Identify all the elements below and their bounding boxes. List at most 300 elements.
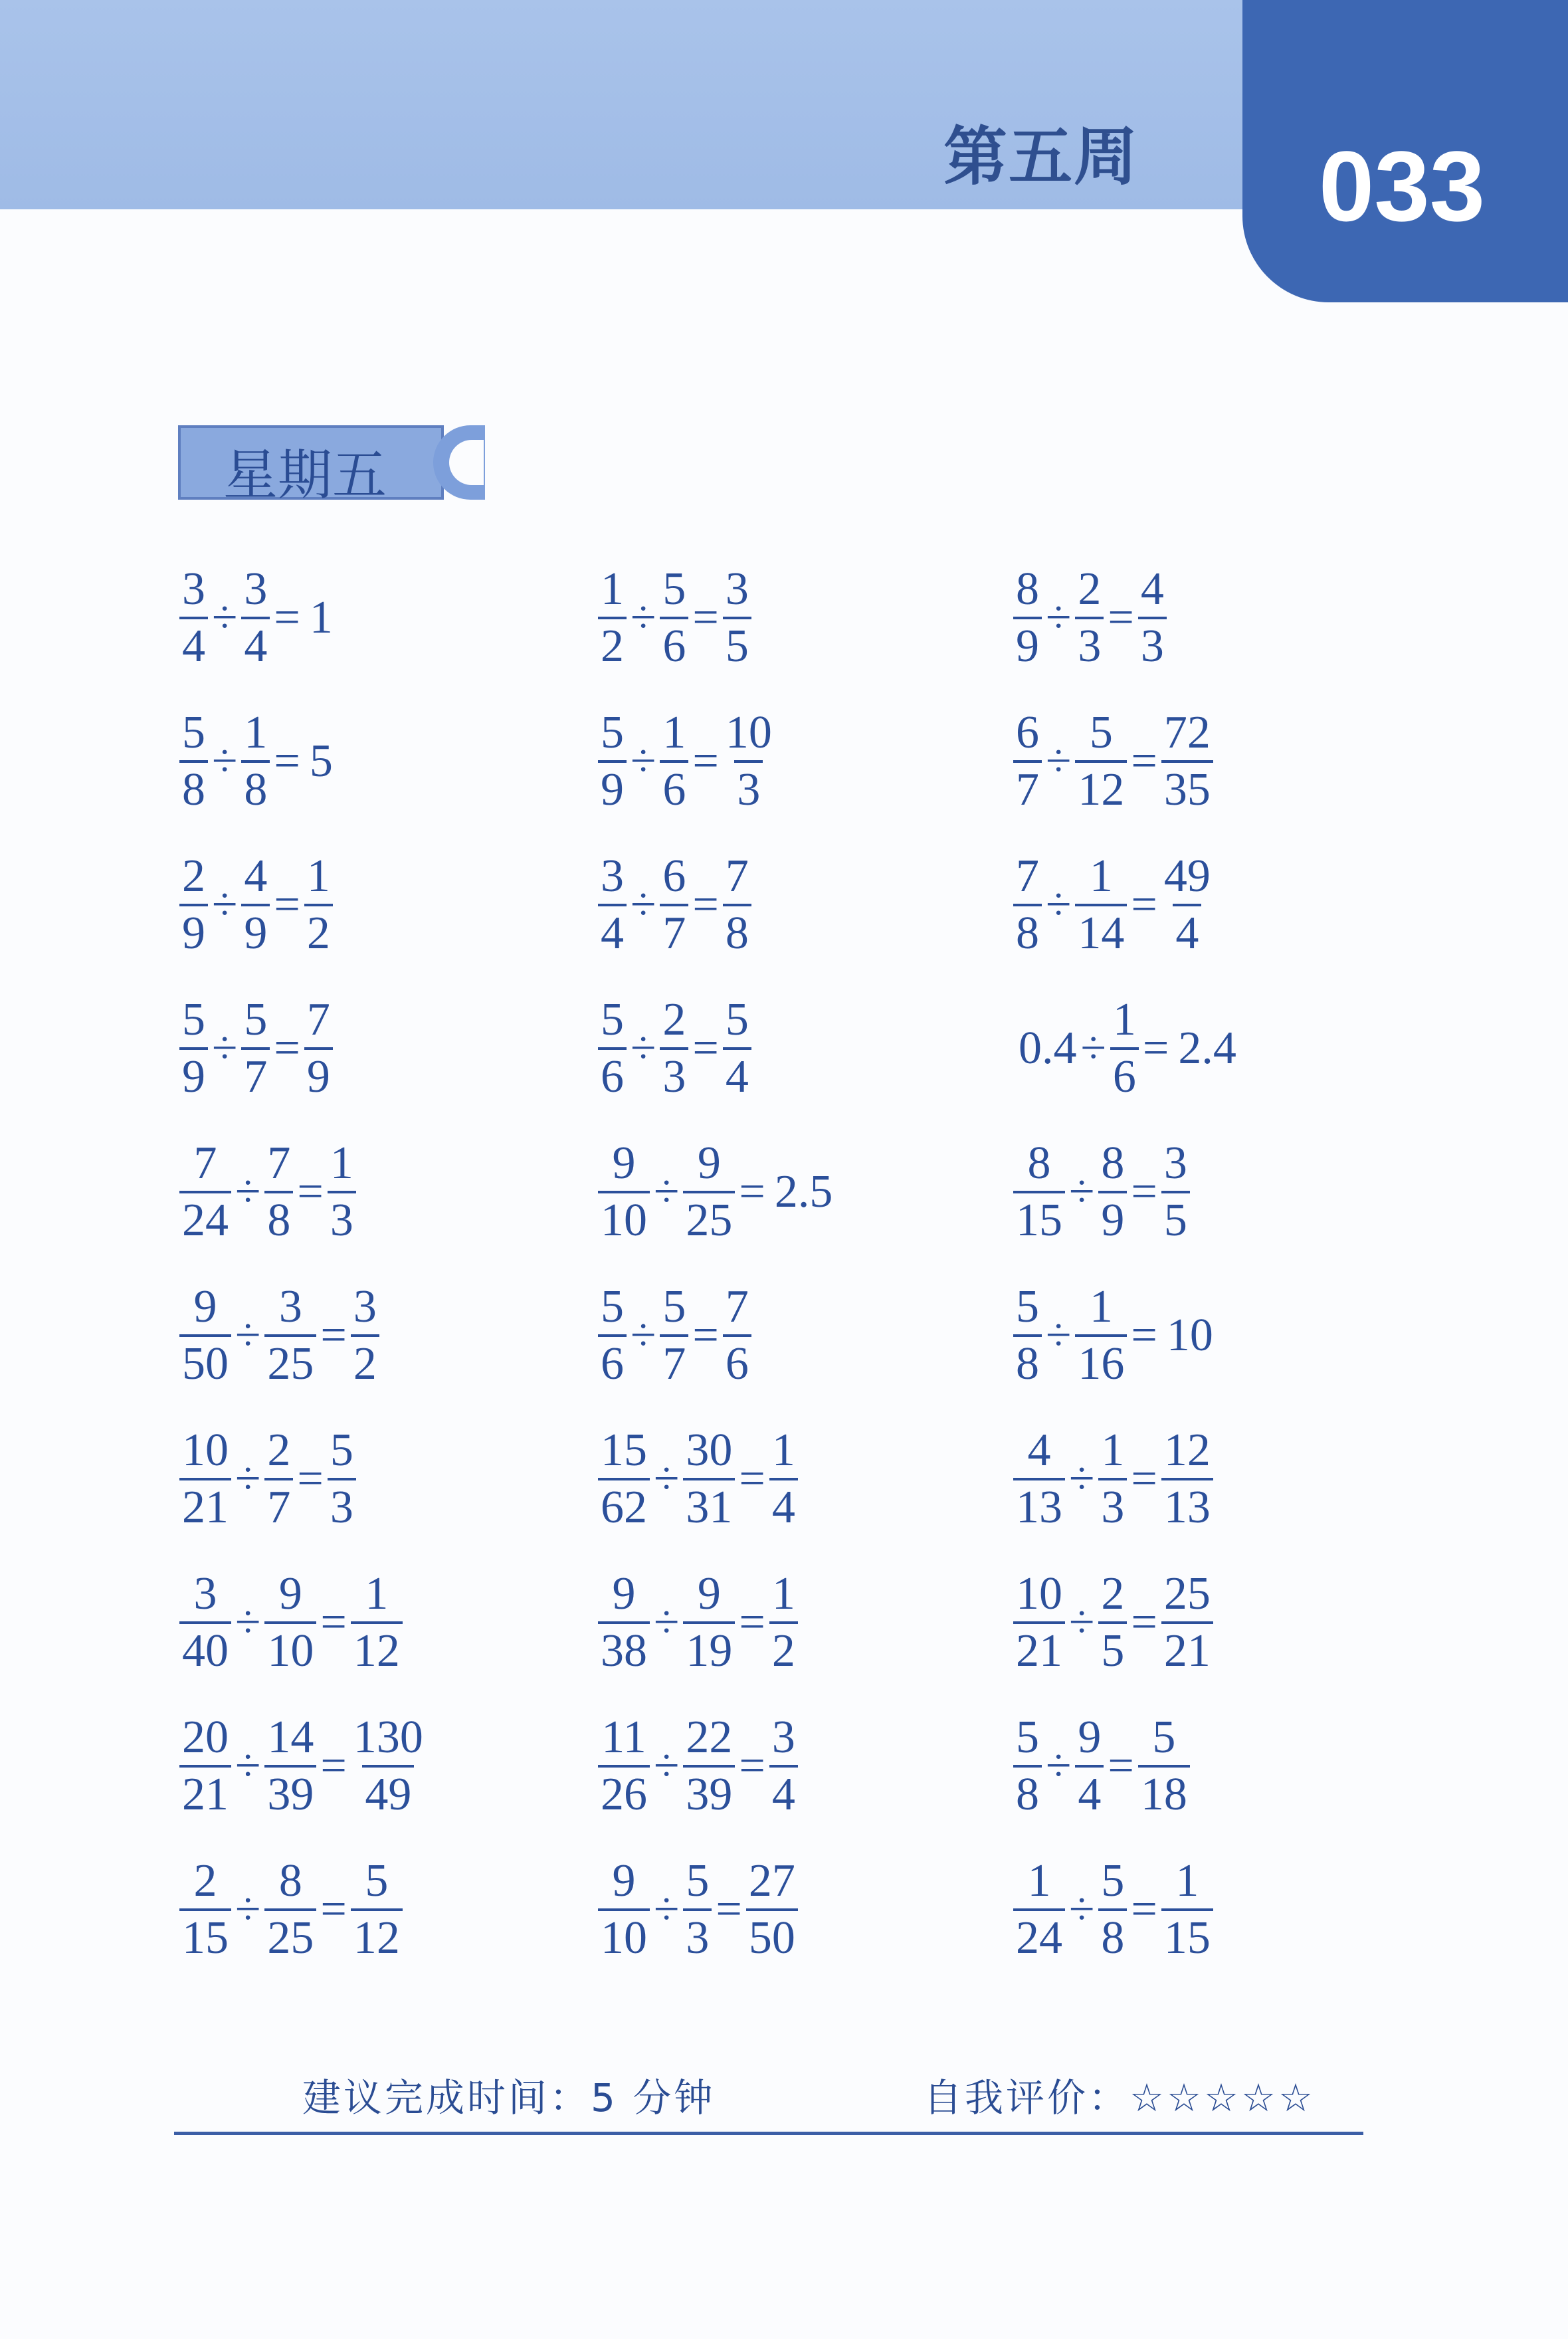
answer-numerator: 1: [306, 851, 330, 902]
answer-denominator: 2: [769, 1621, 798, 1675]
problem-row: [179, 1700, 1309, 1833]
answer-numerator: 3: [771, 1712, 795, 1763]
dividend-numerator: 11: [601, 1712, 646, 1763]
dividend-fraction: [1013, 563, 1042, 672]
divisor-numerator: 3: [278, 1281, 302, 1332]
divisor-fraction: [1098, 1140, 1127, 1244]
answer-fraction: [723, 1281, 751, 1389]
divisor-numerator: 1: [244, 707, 268, 758]
divisor-numerator: 1: [1089, 851, 1113, 902]
answer-denominator: 49: [362, 1765, 414, 1818]
answer-denominator: 12: [351, 1908, 403, 1962]
divisor-fraction: [1075, 1281, 1127, 1389]
equals-sign: =: [1131, 1453, 1157, 1504]
answer-denominator: 3: [1138, 617, 1167, 670]
problem-grid: [179, 552, 1309, 1993]
dividend-numerator: 1: [1027, 1855, 1051, 1906]
dividend-denominator: 24: [179, 1191, 231, 1244]
divisor-fraction: [683, 1140, 735, 1244]
dividend-fraction: [1013, 1281, 1042, 1389]
dividend-numerator: 5: [601, 994, 624, 1045]
dividend-denominator: 9: [179, 904, 208, 957]
answer-numerator: 3: [353, 1281, 377, 1332]
dividend-fraction: [598, 1281, 627, 1389]
dividend-denominator: 62: [598, 1478, 650, 1531]
answer-numerator: 4: [1140, 563, 1164, 615]
dividend-fraction: [179, 1855, 231, 1964]
equals-sign: =: [692, 1023, 719, 1074]
divisor-fraction: [660, 853, 688, 957]
answer-denominator: 15: [1161, 1908, 1213, 1962]
answer-numerator: 5: [365, 1855, 389, 1906]
divide-sign: ÷: [235, 1453, 261, 1504]
dividend-numerator: 20: [182, 1712, 229, 1763]
problem-row: [179, 982, 1309, 1115]
answer-fraction: [1161, 707, 1213, 815]
equals-sign: =: [320, 1740, 347, 1791]
answer-denominator: 4: [769, 1765, 798, 1818]
divisor-fraction: [264, 1140, 293, 1244]
dividend-fraction: [179, 994, 208, 1102]
answer-numerator: 130: [353, 1712, 423, 1763]
divide-sign: ÷: [631, 736, 656, 787]
dividend-denominator: 10: [598, 1191, 650, 1244]
divisor-denominator: 14: [1075, 904, 1127, 957]
problem-row: [179, 1269, 1309, 1402]
equals-sign: =: [739, 1166, 765, 1217]
divide-sign: ÷: [1046, 1740, 1072, 1791]
dividend-denominator: 8: [1013, 904, 1042, 957]
divisor-fraction: [1110, 994, 1139, 1102]
division-problem: [598, 552, 751, 684]
divide-sign: ÷: [235, 1884, 261, 1935]
answer-denominator: 4: [769, 1478, 798, 1531]
divisor-numerator: 1: [1089, 1281, 1113, 1332]
dividend-denominator: 21: [179, 1765, 231, 1818]
divisor-fraction: [1098, 1568, 1127, 1677]
dividend-fraction: [179, 1427, 231, 1531]
dividend-numerator: 2: [193, 1855, 217, 1906]
dividend-fraction: [179, 1281, 231, 1389]
dividend-denominator: 21: [1013, 1621, 1065, 1675]
division-problem: [1013, 695, 1213, 828]
answer-numerator: 1: [771, 1425, 795, 1476]
answer-denominator: 5: [723, 617, 751, 670]
week-title: 第五周: [943, 120, 1139, 194]
divisor-numerator: 5: [662, 1281, 686, 1332]
dividend-fraction: [598, 1568, 650, 1677]
answer-value: 5: [309, 736, 333, 787]
divide-sign: ÷: [212, 736, 238, 787]
dividend-denominator: 10: [598, 1908, 650, 1962]
divide-sign: ÷: [212, 592, 238, 643]
equals-sign: =: [1131, 879, 1157, 930]
division-problem: [179, 1700, 426, 1833]
division-problem: [179, 552, 333, 684]
dividend-fraction: [1013, 707, 1042, 815]
equals-sign: =: [320, 1310, 347, 1361]
divide-sign: ÷: [235, 1310, 261, 1361]
answer-numerator: 1: [330, 1138, 353, 1189]
divisor-numerator: 8: [1101, 1138, 1125, 1189]
equals-sign: =: [274, 879, 300, 930]
dividend-numerator: 4: [1027, 1425, 1051, 1476]
dividend-fraction: [1013, 1140, 1065, 1244]
divisor-fraction: [264, 1281, 316, 1389]
dividend-fraction: [598, 1855, 650, 1964]
division-problem: [598, 1843, 798, 1976]
divisor-denominator: 4: [241, 617, 270, 670]
dividend-numerator: 5: [601, 707, 624, 758]
divisor-fraction: [1075, 1714, 1104, 1818]
divisor-numerator: 1: [662, 707, 686, 758]
dividend-fraction: [598, 707, 627, 815]
answer-denominator: 8: [723, 904, 751, 957]
dividend-denominator: 6: [598, 1334, 627, 1387]
answer-numerator: 7: [725, 1281, 749, 1332]
answer-numerator: 49: [1163, 851, 1211, 902]
divide-sign: ÷: [631, 592, 656, 643]
dividend-fraction: [179, 1714, 231, 1818]
divisor-numerator: 5: [662, 563, 686, 615]
dividend-numerator: 5: [182, 994, 205, 1045]
answer-fraction: [328, 1140, 356, 1244]
answer-fraction: [723, 707, 775, 815]
divide-sign: ÷: [1069, 1453, 1095, 1504]
answer-numerator: 3: [725, 563, 749, 615]
answer-numerator: 1: [365, 1568, 389, 1619]
divisor-denominator: 39: [683, 1765, 735, 1818]
answer-numerator: 72: [1163, 707, 1211, 758]
answer-denominator: 2: [304, 904, 333, 957]
divisor-fraction: [660, 1281, 688, 1389]
answer-numerator: 7: [725, 851, 749, 902]
answer-fraction: [1161, 853, 1213, 957]
problem-row: [179, 1413, 1309, 1546]
divide-sign: ÷: [654, 1166, 680, 1217]
divisor-fraction: [264, 1427, 293, 1531]
division-problem: [598, 695, 775, 828]
divisor-fraction: [660, 563, 688, 672]
division-problem: [1013, 552, 1167, 684]
answer-denominator: 5: [1161, 1191, 1190, 1244]
dividend-denominator: 8: [179, 760, 208, 813]
dividend-numerator: 9: [612, 1855, 636, 1906]
problem-row: [179, 1556, 1309, 1689]
dividend-fraction: [179, 1140, 231, 1244]
answer-value: 1: [309, 592, 333, 643]
divisor-numerator: 2: [662, 994, 686, 1045]
divisor-fraction: [683, 1714, 735, 1818]
divisor-numerator: 8: [278, 1855, 302, 1906]
dividend-denominator: 50: [179, 1334, 231, 1387]
dividend-fraction: [598, 1427, 650, 1531]
self-evaluation: 自我评价：☆☆☆☆☆: [924, 2075, 1316, 2120]
answer-denominator: 12: [351, 1621, 403, 1675]
equals-sign: =: [274, 736, 300, 787]
division-problem: [598, 1556, 798, 1689]
answer-fraction: [723, 853, 751, 957]
divide-sign: ÷: [235, 1740, 261, 1791]
divisor-fraction: [683, 1568, 735, 1677]
answer-numerator: 1: [771, 1568, 795, 1619]
divisor-fraction: [660, 707, 688, 815]
answer-denominator: 9: [304, 1047, 333, 1100]
divisor-numerator: 7: [267, 1138, 291, 1189]
divisor-numerator: 2: [1101, 1568, 1125, 1619]
divisor-numerator: 2: [1078, 563, 1102, 615]
division-problem: [598, 1269, 751, 1402]
answer-fraction: [351, 1568, 403, 1677]
divisor-numerator: 1: [1101, 1425, 1125, 1476]
division-problem: [179, 695, 333, 828]
divide-sign: ÷: [1069, 1166, 1095, 1217]
dividend-numerator: 3: [182, 563, 205, 615]
dividend-fraction: [598, 994, 627, 1102]
answer-fraction: [304, 994, 333, 1102]
equals-sign: =: [320, 1597, 347, 1648]
division-problem: [598, 1700, 798, 1833]
divide-sign: ÷: [631, 1023, 656, 1074]
dividend-denominator: 24: [1013, 1908, 1065, 1962]
divisor-fraction: [1098, 1855, 1127, 1964]
divisor-denominator: 6: [660, 617, 688, 670]
divide-sign: ÷: [1069, 1884, 1095, 1935]
divisor-numerator: 1: [1112, 994, 1136, 1045]
divisor-numerator: 30: [686, 1425, 733, 1476]
dividend-denominator: 4: [179, 617, 208, 670]
dividend-numerator: 9: [612, 1138, 636, 1189]
dividend-fraction: [179, 1568, 231, 1677]
divide-sign: ÷: [1046, 1310, 1072, 1361]
equals-sign: =: [320, 1884, 347, 1935]
divisor-fraction: [683, 1855, 712, 1964]
equals-sign: =: [297, 1166, 324, 1217]
divisor-denominator: 4: [1075, 1765, 1104, 1818]
dividend-fraction: [598, 563, 627, 672]
divisor-denominator: 7: [660, 904, 688, 957]
divisor-denominator: 3: [683, 1908, 712, 1962]
problem-row: [179, 695, 1309, 828]
problem-row: [179, 839, 1309, 971]
divisor-denominator: 9: [1098, 1191, 1127, 1244]
divide-sign: ÷: [235, 1166, 261, 1217]
divisor-fraction: [241, 853, 270, 957]
answer-fraction: [746, 1855, 798, 1964]
divisor-denominator: 8: [1098, 1908, 1127, 1962]
dividend-numerator: 5: [1016, 1712, 1039, 1763]
equals-sign: =: [1142, 1023, 1169, 1074]
divide-sign: ÷: [654, 1884, 680, 1935]
answer-numerator: 5: [1152, 1712, 1176, 1763]
answer-fraction: [769, 1714, 798, 1818]
dividend-denominator: 21: [179, 1478, 231, 1531]
divisor-fraction: [1075, 563, 1104, 672]
answer-fraction: [351, 1855, 403, 1964]
equals-sign: =: [1131, 1884, 1157, 1935]
divisor-fraction: [660, 994, 688, 1102]
dividend-numerator: 7: [1016, 851, 1039, 902]
division-problem: [1013, 1269, 1213, 1402]
divisor-numerator: 5: [686, 1855, 710, 1906]
divisor-denominator: 3: [1075, 617, 1104, 670]
divide-sign: ÷: [654, 1740, 680, 1791]
divisor-fraction: [1075, 707, 1127, 815]
answer-denominator: 50: [746, 1908, 798, 1962]
equals-sign: =: [739, 1740, 765, 1791]
divisor-numerator: 5: [1089, 707, 1113, 758]
divisor-numerator: 2: [267, 1425, 291, 1476]
equals-sign: =: [692, 736, 719, 787]
answer-denominator: 35: [1161, 760, 1213, 813]
answer-numerator: 27: [748, 1855, 795, 1906]
divisor-denominator: 5: [1098, 1621, 1127, 1675]
divide-sign: ÷: [1046, 736, 1072, 787]
division-problem: [179, 1556, 403, 1689]
equals-sign: =: [1131, 736, 1157, 787]
divisor-numerator: 3: [244, 563, 268, 615]
answer-fraction: [1161, 1568, 1213, 1677]
answer-value: 2.5: [774, 1166, 833, 1217]
dividend-numerator: 1: [601, 563, 624, 615]
dividend-numerator: 5: [1016, 1281, 1039, 1332]
divisor-fraction: [1075, 853, 1127, 957]
divisor-denominator: 39: [264, 1765, 316, 1818]
dividend-decimal: 0.4: [1019, 1023, 1077, 1074]
answer-fraction: [351, 1714, 426, 1818]
divisor-numerator: 9: [278, 1568, 302, 1619]
answer-denominator: 3: [734, 760, 763, 813]
answer-fraction: [723, 563, 751, 672]
divide-sign: ÷: [235, 1597, 261, 1648]
divide-sign: ÷: [1080, 1023, 1106, 1074]
answer-fraction: [769, 1427, 798, 1531]
dividend-denominator: 38: [598, 1621, 650, 1675]
divisor-fraction: [683, 1427, 735, 1531]
dividend-numerator: 3: [601, 851, 624, 902]
answer-denominator: 3: [328, 1478, 356, 1531]
equals-sign: =: [297, 1453, 324, 1504]
divisor-numerator: 9: [1078, 1712, 1102, 1763]
answer-denominator: 2: [351, 1334, 379, 1387]
divisor-denominator: 31: [683, 1478, 735, 1531]
divide-sign: ÷: [212, 1023, 238, 1074]
divisor-denominator: 25: [264, 1908, 316, 1962]
divisor-denominator: 3: [660, 1047, 688, 1100]
answer-numerator: 7: [306, 994, 330, 1045]
divisor-denominator: 6: [660, 760, 688, 813]
division-problem: [179, 982, 333, 1115]
answer-denominator: 6: [723, 1334, 751, 1387]
equals-sign: =: [692, 879, 719, 930]
dividend-numerator: 3: [193, 1568, 217, 1619]
dividend-denominator: 7: [1013, 760, 1042, 813]
equals-sign: =: [739, 1453, 765, 1504]
answer-fraction: [1161, 1140, 1190, 1244]
dividend-fraction: [1013, 1427, 1065, 1531]
answer-denominator: 13: [1161, 1478, 1213, 1531]
divisor-denominator: 6: [1110, 1047, 1139, 1100]
dividend-fraction: [1013, 853, 1042, 957]
answer-fraction: [1138, 1714, 1190, 1818]
dividend-numerator: 9: [612, 1568, 636, 1619]
answer-fraction: [328, 1427, 356, 1531]
answer-numerator: 5: [330, 1425, 353, 1476]
division-problem: [1013, 839, 1213, 971]
division-problem: [179, 1269, 379, 1402]
dividend-numerator: 9: [193, 1281, 217, 1332]
dividend-denominator: 15: [179, 1908, 231, 1962]
dividend-denominator: 4: [598, 904, 627, 957]
answer-numerator: 1: [1175, 1855, 1199, 1906]
divide-sign: ÷: [212, 879, 238, 930]
divisor-numerator: 14: [267, 1712, 314, 1763]
equals-sign: =: [692, 592, 719, 643]
dividend-denominator: 8: [1013, 1334, 1042, 1387]
divisor-denominator: 10: [264, 1621, 316, 1675]
answer-denominator: 4: [723, 1047, 751, 1100]
dividend-fraction: [1013, 1568, 1065, 1677]
answer-numerator: 3: [1163, 1138, 1187, 1189]
division-problem: [179, 1843, 403, 1976]
dividend-denominator: 9: [598, 760, 627, 813]
divisor-denominator: 25: [264, 1334, 316, 1387]
dividend-denominator: 9: [179, 1047, 208, 1100]
divisor-numerator: 4: [244, 851, 268, 902]
dividend-numerator: 10: [1016, 1568, 1062, 1619]
answer-denominator: 3: [328, 1191, 356, 1244]
footer-divider: [174, 2132, 1363, 2135]
equals-sign: =: [1131, 1166, 1157, 1217]
answer-numerator: 12: [1163, 1425, 1211, 1476]
dividend-denominator: 15: [1013, 1191, 1065, 1244]
dividend-numerator: 8: [1016, 563, 1039, 615]
answer-fraction: [304, 853, 333, 957]
dividend-numerator: 7: [193, 1138, 217, 1189]
dividend-numerator: 15: [601, 1425, 647, 1476]
answer-value: 2.4: [1178, 1023, 1236, 1074]
division-problem: [179, 1126, 356, 1259]
divisor-fraction: [241, 563, 270, 672]
answer-value: 10: [1166, 1310, 1213, 1361]
division-problem: [179, 1413, 356, 1546]
divisor-numerator: 9: [697, 1568, 721, 1619]
divisor-denominator: 7: [241, 1047, 270, 1100]
divisor-numerator: 22: [686, 1712, 733, 1763]
divisor-numerator: 5: [1101, 1855, 1125, 1906]
answer-fraction: [351, 1281, 379, 1389]
division-problem: [1013, 1700, 1190, 1833]
answer-numerator: 5: [725, 994, 749, 1045]
answer-fraction: [769, 1568, 798, 1677]
dividend-fraction: [598, 1714, 650, 1818]
divisor-fraction: [1098, 1427, 1127, 1531]
divisor-denominator: 12: [1075, 760, 1127, 813]
division-problem: [1013, 982, 1236, 1115]
dividend-fraction: [1013, 1714, 1042, 1818]
equals-sign: =: [739, 1597, 765, 1648]
divisor-fraction: [264, 1855, 316, 1964]
divisor-fraction: [264, 1714, 316, 1818]
divisor-fraction: [241, 707, 270, 815]
divisor-denominator: 8: [241, 760, 270, 813]
dividend-numerator: 10: [182, 1425, 229, 1476]
dividend-fraction: [179, 853, 208, 957]
dividend-numerator: 6: [1016, 707, 1039, 758]
divide-sign: ÷: [654, 1453, 680, 1504]
dividend-numerator: 8: [1027, 1138, 1051, 1189]
division-problem: [1013, 1413, 1213, 1546]
